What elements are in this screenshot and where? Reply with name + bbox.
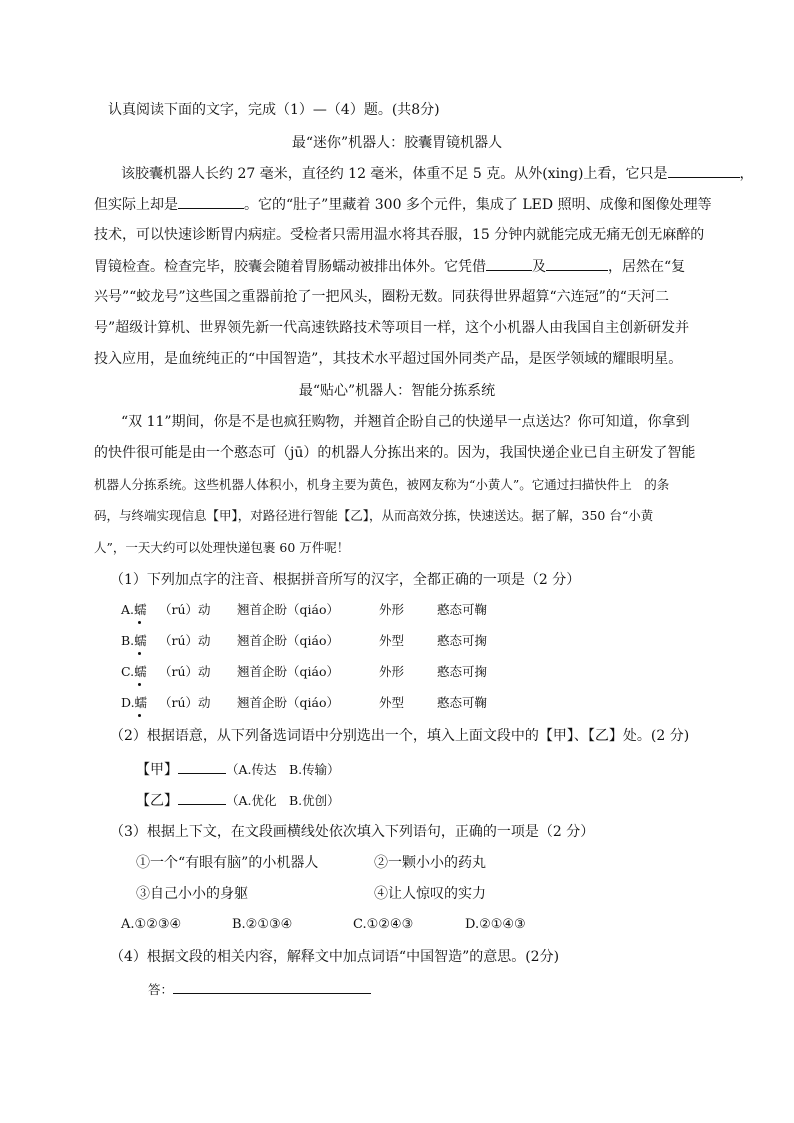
paragraph2-line2: 的快件很可能是由一个憨态可（jū）的机器人分拣出来的。因为，我国快递企业已自主研发了智能 [94,445,696,461]
paragraph1-line2: 但实际上却是 。它的“肚子”里藏着 300 多个元件，集成了 LED 照明、成像和图像处理等 [94,194,712,215]
answer-blank-4[interactable] [546,256,608,271]
section1-title: 最“迷你”机器人：胶囊胃镜机器人 [291,135,503,151]
paragraph2-line3: 机器人分拣系统。这些机器人体积小，机身主要为黄色，被网友称为“小黄人”。它通过扫描快件上 的条 [94,477,670,492]
paragraph1-line6: 号”超级计算机、世界领先新一代高速铁路技术等项目一样，这个小机器人由我国自主创新研发并 [94,320,690,336]
paragraph2-line4: 码，与终端实现信息【甲】，对路径进行智能【乙】，从而高效分拣，快速送达。据了解，350 台“小黄 [94,508,654,523]
answer-blank-1[interactable] [668,163,740,178]
q4-answer-line[interactable] [173,979,371,994]
paragraph1-line7: 投入应用，是血统纯正的“中国智造”，其技术水平超过国外同类产品，是医学领域的耀眼明星。 [94,351,683,367]
q3-option-b[interactable]: B.②①③④ [232,917,293,932]
q2-jia-row: 【甲】 （A.传达 B.传输） [136,759,340,780]
q3-option-d[interactable]: D.②①④③ [465,917,526,932]
question-2-stem: （2）根据语意，从下列备选词语中分别选出一个，填入上面文段中的【甲】、【乙】处。(2 分) [110,728,690,744]
paragraph2-line1: “双 11”期间，你是不是也疯狂购物，并翘首企盼自己的快递早一点送达？你可知道，你拿到 [121,414,690,430]
answer-blank-2[interactable] [178,194,244,209]
q3-sentence-4: ④让人惊叹的实力 [374,886,486,902]
q1-option-c[interactable]: C.蠕 （rú）动 翘首企盼（qiáo） 外形 憨态可掬 [121,662,487,682]
q1-option-d[interactable]: D.蠕 （rú）动 翘首企盼（qiáo） 外型 憨态可鞠 [121,693,487,713]
q3-option-a[interactable]: A.①②③④ [121,917,182,932]
question-4-stem: （4）根据文段的相关内容，解释文中加点词语“中国智造”的意思。(2分) [110,949,560,965]
question-3-stem: （3）根据上下文，在文段画横线处依次填入下列语句，正确的一项是（2 分） [110,824,595,840]
q2-yi-row: 【乙】 （A.优化 B.优创） [136,790,340,811]
section2-title: 最“贴心”机器人：智能分拣系统 [298,383,496,399]
q3-sentence-1: ①一个“有眼有脑”的小机器人 [136,855,319,871]
paragraph1-line3: 技术，可以快速诊断胃内病症。受检者只需用温水将其吞服，15 分钟内就能完成无痛无创无麻醉的 [94,227,705,243]
paragraph1-line4: 胃镜检查。检查完毕，胶囊会随着胃肠蠕动被排出体外。它凭借 及 ，居然在“复 [94,256,685,277]
paragraph1-line5: 兴号”“蛟龙号”这些国之重器前抢了一把风头，圈粉无数。同获得世界超算“六连冠”的“天河二 [94,289,669,305]
paragraph1-line1: 该胶囊机器人长约 27 毫米，直径约 12 毫米，体重不足 5 克。从外(xing)上看，它只是 ， [121,163,754,184]
jia-answer-blank[interactable] [178,759,226,774]
instruction: 认真阅读下面的文字，完成（1）—（4）题。(共8分) [108,102,440,118]
yi-answer-blank[interactable] [178,790,226,805]
q3-sentence-3: ③自己小小的身躯 [136,886,248,902]
q1-option-a[interactable]: A.蠕 （rú）动 翘首企盼（qiáo） 外形 憨态可鞠 [121,600,487,620]
q3-sentence-2: ②一颗小小的药丸 [374,855,486,871]
paragraph2-line5: 人”，一天大约可以处理快递包裹 60 万件呢！ [94,540,350,555]
q4-answer-row: 答： [148,979,371,1000]
question-1-stem: （1）下列加点字的注音、根据拼音所写的汉字，全都正确的一项是（2 分） [110,572,581,588]
answer-blank-3[interactable] [486,256,532,271]
q3-option-c[interactable]: C.①②④③ [353,917,414,932]
q1-option-b[interactable]: B.蠕 （rú）动 翘首企盼（qiáo） 外型 憨态可掬 [121,631,487,651]
